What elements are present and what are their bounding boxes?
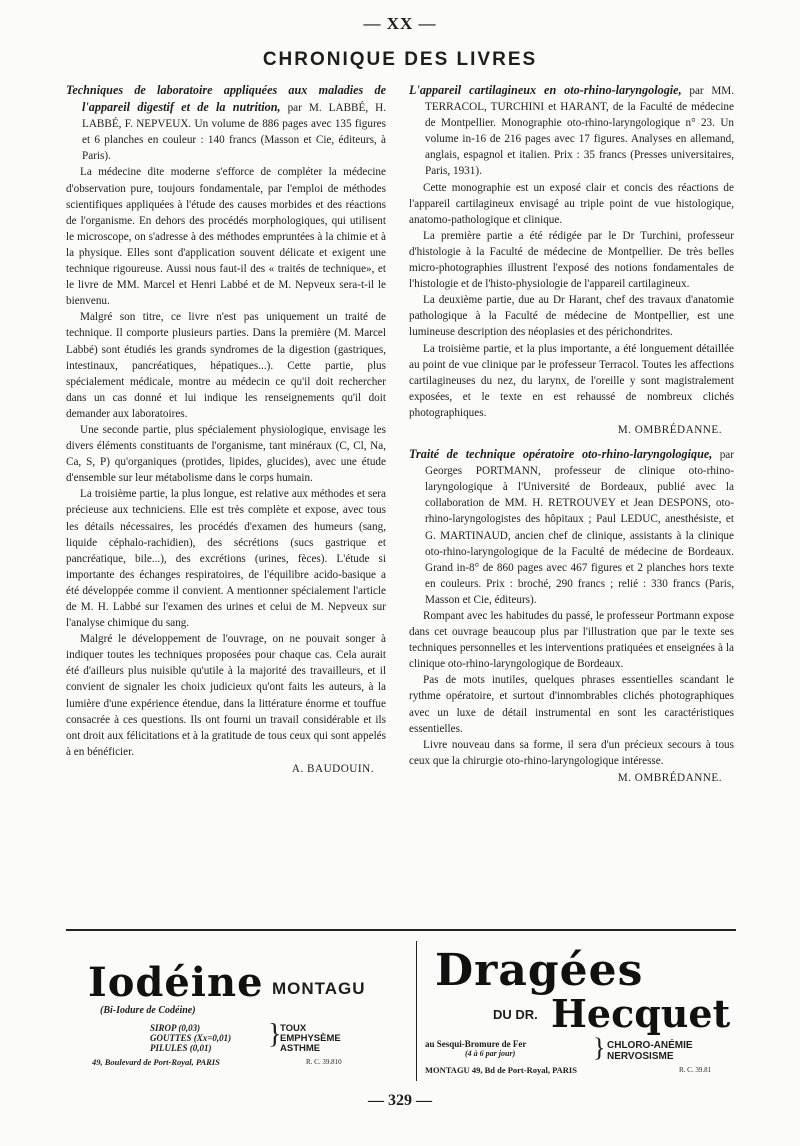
review-paragraph: Une seconde partie, plus spécialement physiologique, envisage les divers éléments constituants de l'organisme, tant minéraux (C, Cl, Na, Ca, S, P) qu'organiques (protides, lipides, glucides), avec une étude d'ensemble sur leur métabolisme dans le corps humain. [66,423,386,485]
ad-iodeine-form: PILULES (0,01) [150,1043,212,1053]
ad-iodeine-indication: ASTHME [280,1043,321,1054]
roman-page-number: — XX — [363,14,437,33]
ad-iodeine-address: 49, Boulevard de Port-Royal, PARIS [92,1057,220,1067]
ad-iodeine-forms [150,1023,231,1053]
brace-glyph: } [268,1019,282,1050]
ad-iodeine-indication: EMPHYSÈME [280,1033,341,1044]
book-bibliography: par MM. TERRACOL, TURCHINI et HARANT, de la Faculté de médecine de Montpellier. Monographie oto-rhino-laryngologique n° 23. Un volume in-16 de 216 pages avec 17 figures. Analyses en allemand, anglais, espagnol et italien. Prix : 35 francs (Presses universitaires, Paris, 1931). [425,85,735,178]
review-paragraph: La première partie a été rédigée par le Dr Turchini, professeur d'histologie à la Faculté de médecine de Montpellier. De très belles micro-photographies illustrent l'exposé des notions fondamentales de l'histologie et de l'histo-physiologie de l'appareil cartilagineux. [409,229,734,291]
review-paragraph: Malgré le développement de l'ouvrage, on ne pouvait songer à indiquer toutes les techniques proposées pour chaque cas. Cela aurait été d'ailleurs plus nuisible qu'utile à la majorité des travailleurs, et il convient de signaler les choix judicieux qu'ont faits les auteurs, à la lumière d'une expérience étendue, dans la littérature énorme et touffue consacrée à ces questions. Ils ont fourni un travail considérable et ils ont droit aux félicitations et à la gratitude de tous ceux qui sont appelés à en bénéficier. [66,633,386,758]
ad-iodeine-form: SIROP (0,03) [150,1023,201,1033]
ad-hecquet-indication: NERVOSISME [607,1051,674,1062]
review-signature: M. OMBRÉDANNE. [617,771,722,784]
review-heading [409,446,734,608]
ad-iodeine-maker: MONTAGU [272,979,366,998]
ad-hecquet-du-dr: DU DR. [493,1007,538,1022]
ad-hecquet-dose: (4 à 6 par jour) [465,1049,516,1058]
ad-iodeine-subtitle: (Bi-Iodure de Codéine) [100,1005,196,1016]
page-number: — 329 — [368,1092,432,1109]
ad-iodeine-indications [280,1024,341,1054]
ad-hecquet-subtitle: au Sesqui-Bromure de Fer [425,1039,527,1049]
review-paragraph: La deuxième partie, due au Dr Harant, chef des travaux d'anatomie pathologique à la Faculté de médecine de Montpellier, est une lumineuse description des néoplasies et des périchondrites. [409,294,734,339]
review-paragraph: Cette monographie est un exposé clair et concis des réactions de l'appareil cartilagineux envisagé au triple point de vue histologique, anatomo-pathologique et clinique. [409,181,734,226]
review-signature: A. BAUDOUIN. [291,762,374,775]
book-review [409,446,734,786]
book-title: Traité de technique opératoire oto-rhino-laryngologique, [409,447,713,462]
brace-glyph: } [593,1033,606,1062]
review-paragraph: La troisième partie, et la plus importante, a été longuement détaillée au point de vue clinique par le professeur Terracol. Toutes les affections cartilagineuses du nez, du larynx, de l'oreille y sont magistralement exposées, et le texte en est rehaussé de nombreux clichés photographiques. [409,342,734,419]
book-bibliography: par Georges PORTMANN, professeur de clinique oto-rhino-laryngologique à l'Université de Bordeaux, publié avec la collaboration de MM. H. RETROUVEY et Jean DESPONS, oto-rhino-laryngologistes des hôpitaux ; Paul LEDUC, anesthésiste, et G. MARTINAUD, ancien chef de clinique, assistants à la clinique oto-rhino-laryngologique de la Faculté de médecine de Bordeaux. Grand in-8° de 860 pages avec 467 figures et 2 planches hors texte en couleurs. Prix : broché, 290 francs ; relié : 330 francs (Paris, Masson et Cie, éditeurs). [425,449,734,606]
ad-hecquet-address: MONTAGU 49, Bd de Port-Royal, PARIS [425,1065,577,1075]
review-paragraph: Malgré son titre, ce livre n'est pas uniquement un traité de technique. Il comporte plusieurs parties. Dans la première (M. Marcel Labbé) sont étudiés les grands syndromes de la digestion (gastriques, intestinaux, pancréatiques, hépatiques...). Cette partie, plus spécialement médicale, montre au médecin ce qu'il doit rechercher dans un cas donné et lui indique les renseignements qu'il doit demander aux laboratoires. [66,311,386,420]
review-paragraph: La troisième partie, la plus longue, est relative aux méthodes et sera précieuse aux techniciens. Elle est très complète et expose, avec tous les détails nécessaires, les procédés d'examen des humeurs (sang, liquide céphalo-rachidien), des sécrétions (sucs gastrique et pancréatique, bile...), des excrétions (urines, fèces). L'étude si importante des échanges respiratoires, de l'équilibre acido-basique a été développée comme il convient. A mentionner spécialement l'article de M. H. Labbé sur l'examen des urines et celui de M. Nepveux sur l'analyse chimique du sang. [66,488,386,630]
review-paragraph: La médecine dite moderne s'efforce de compléter la médecine d'observation pure, toujours fondamentale, par l'emploi de méthodes scientifiques appliquées à l'étude des causes morbides et des réactions de l'organisme. En dehors des procédés morphologiques, qui utilisent le microscope, on s'adresse à des méthodes empruntées à la chimie et à la physique. Elles sont d'application souvent délicate et exigent une technique rigoureuse. Aussi nous faut-il des « traités de technique», et le livre de MM. Marcel et Henri Labbé et de M. Nepveux sera-t-il le bienvenu. [66,166,386,308]
ad-iodeine-brand: Iodéine [88,959,264,1006]
book-title: Techniques de laboratoire appliquées aux maladies de l'appareil digestif et de la nutrition, [66,83,386,115]
review-paragraph: Pas de mots inutiles, quelques phrases essentielles scandant le rythme opératoire, et surtout d'innombrables clichés photographiques avec un luxe de détail instrumental en sont les caractéristiques essentielles. [409,674,734,735]
ad-hecquet-brand: Dragées [435,945,644,996]
ad-iodeine-indication: TOUX [280,1023,307,1034]
book-title: L'appareil cartilagineux en oto-rhino-laryngologie, [409,83,682,97]
review-paragraph: Livre nouveau dans sa forme, il sera d'un précieux secours à tous ceux que la chirurgie oto-rhino-laryngologique intéresse. [409,738,734,767]
review-heading [66,82,386,164]
book-bibliography: par M. LABBÉ, H. LABBÉ, F. NEPVEUX. Un volume de 886 pages avec 135 figures et 6 planches en couleur : 140 francs (Masson et Cie, éditeurs, à Paris). [82,102,387,163]
ad-hecquet [416,941,749,1081]
book-review [66,82,386,777]
review-signature: M. OMBRÉDANNE. [617,423,722,436]
ad-hecquet-code: R. C. 39.81 [679,1066,712,1074]
left-column [66,82,386,785]
ad-hecquet-indication: CHLORO-ANÉMIE [607,1040,693,1051]
ad-iodeine [80,931,400,1081]
review-heading [409,82,734,180]
right-column [409,82,734,794]
ad-iodeine-form: GOUTTES (Xx=0,01) [150,1033,232,1043]
ad-hecquet-indications [607,1040,693,1062]
book-review [409,82,734,438]
ad-hecquet-name: Hecquet [551,991,731,1036]
review-paragraph: Rompant avec les habitudes du passé, le professeur Portmann expose dans cet ouvrage beaucoup plus par l'illustration que par le texte ses techniques personnelles et les interventions pratiquées et enseignées à la clinique oto-rhino-laryngologique de Bordeaux. [409,610,734,671]
ad-iodeine-code: R. C. 39.810 [306,1058,342,1066]
section-title: CHRONIQUE DES LIVRES [262,49,538,70]
advertisements [66,929,736,1086]
